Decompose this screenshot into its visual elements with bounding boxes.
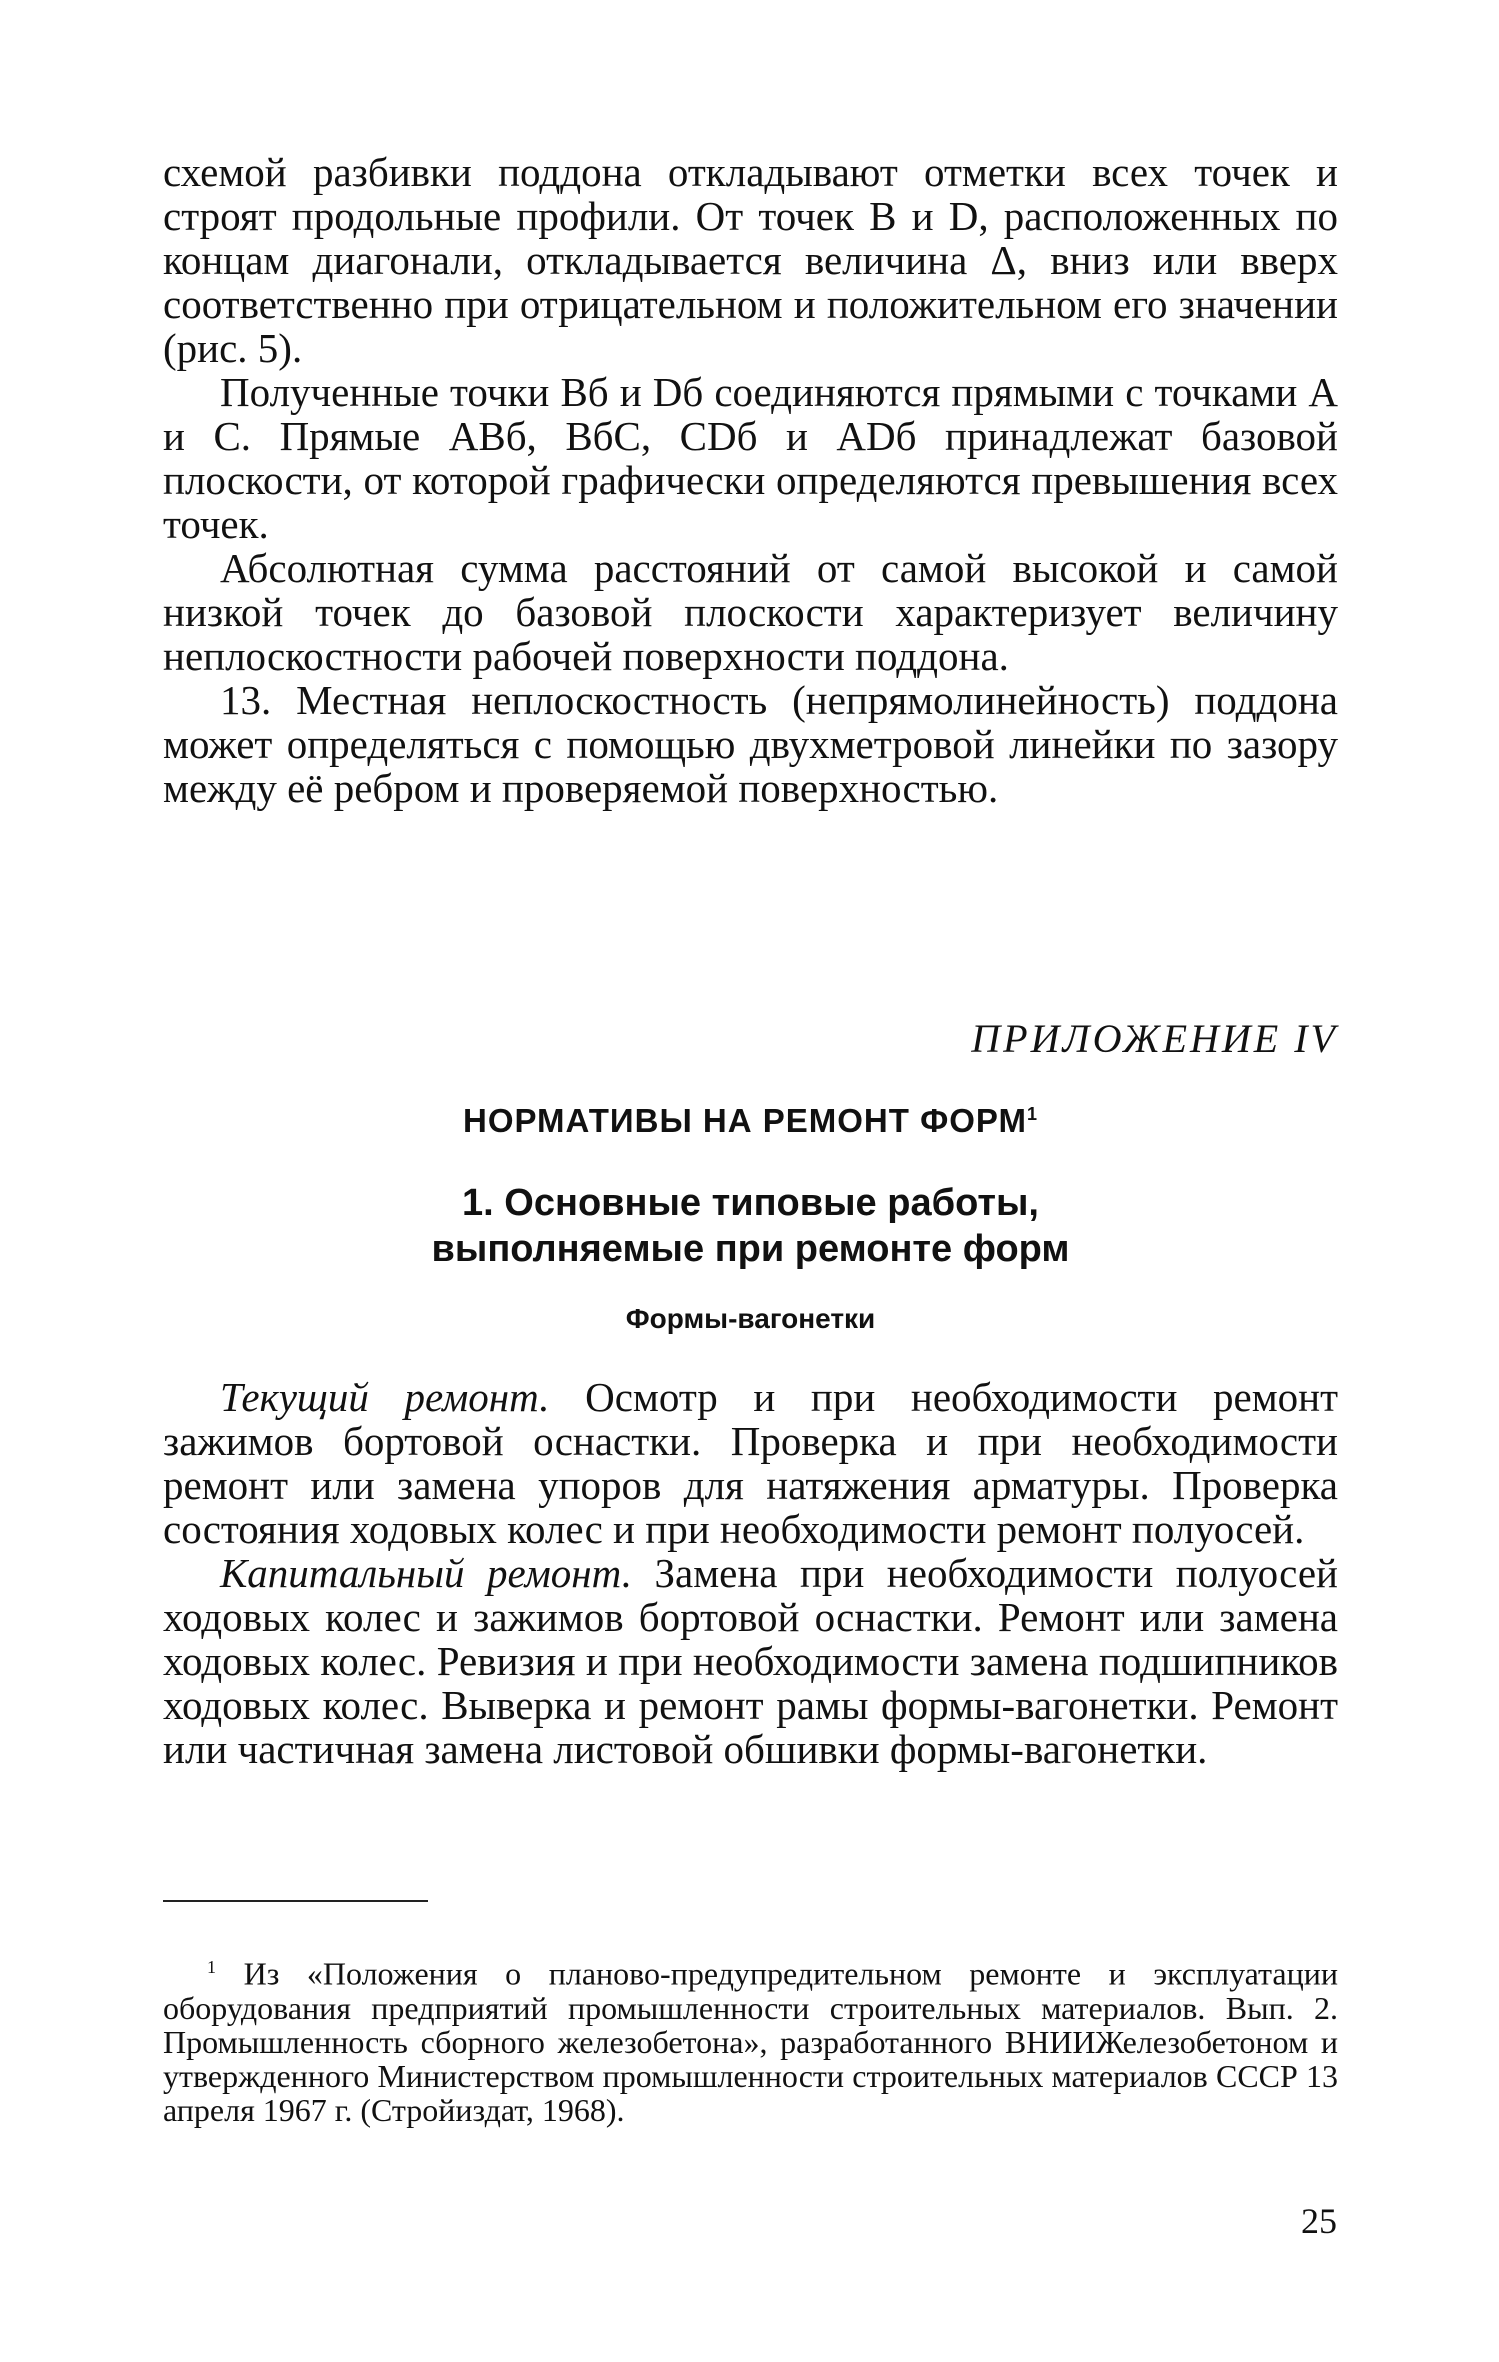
minor-heading: Формы-вагонетки bbox=[625, 1303, 876, 1334]
capital-repair-lead: Капитальный ремонт. bbox=[220, 1550, 632, 1596]
capital-repair-text: Замена при необходимости полуосей ходовых колес и зажимов бортовой оснастки. Ремонт или замена ходовых колес. Ревизия и при необходимости замена подшипников ходовых колес. Выверка и ремонт рамы формы-вагонетки. Ремонт или частичная замена листовой обшивки формы-вагонетки. bbox=[163, 1550, 1338, 1772]
current-repair-paragraph bbox=[163, 1375, 1338, 1551]
footnote-text: Из «Положения о планово-предупредительном ремонте и эксплуатации оборудования предприятий промышленности строительных материалов. Вып. 2. Промышленность сборного железобетона», разработанного ВНИИЖелезобетоном и утвержденного Министерством промышленности строительных материалов СССР 13 апреля 1967 г. (Стройиздат, 1968). bbox=[163, 1955, 1339, 2128]
subsection-heading-line1: 1. Основные типовые работы, bbox=[462, 1182, 1039, 1224]
paragraph-absolute-sum: Абсолютная сумма расстояний от самой высокой и самой низкой точек до базовой плоскости характеризует величину неплоскостности рабочей поверхности поддона. bbox=[163, 545, 1338, 679]
current-repair-text: Осмотр и при необходимости ремонт зажимов бортовой оснастки. Проверка и при необходимости ремонт или замена упоров для натяжения арматуры. Проверка состояния ходовых колес и при необходимости ремонт полуосей. bbox=[163, 1374, 1339, 1552]
footnote-reference: 1 bbox=[1027, 1104, 1039, 1124]
footnote-divider bbox=[163, 1900, 428, 1902]
footnote-mark: 1 bbox=[207, 1957, 216, 1977]
section-heading-text: НОРМАТИВЫ НА РЕМОНТ ФОРМ bbox=[462, 1102, 1027, 1139]
repair-text-block bbox=[163, 1375, 1338, 1771]
paragraph-base-points: Полученные точки Bб и Dб соединяются прямыми с точками A и C. Прямые ABб, BбC, CDб и ADб принадлежат базовой плоскости, от которой графически определяются превышения всех точек. bbox=[163, 369, 1338, 547]
capital-repair-paragraph bbox=[163, 1551, 1338, 1771]
appendix-label: ПРИЛОЖЕНИЕ IV bbox=[971, 1016, 1338, 1061]
page-number: 25 bbox=[1301, 2201, 1337, 2241]
subsection-heading-line2: выполняемые при ремонте форм bbox=[431, 1228, 1070, 1270]
top-text-block bbox=[163, 150, 1338, 810]
paragraph-continuation: схемой разбивки поддона откладывают отметки всех точек и строят продольные профили. От точек B и D, расположенных по концам диагонали, откладывается величина Δ, вниз или вверх соответственно при отрицательном и положительном его значении (рис. 5). bbox=[163, 149, 1338, 371]
paragraph-item-13: 13. Местная неплоскостность (непрямолинейность) поддона может определяться с помощью двухметровой линейки по зазору между её ребром и проверяемой поверхностью. bbox=[163, 677, 1338, 811]
section-heading bbox=[163, 1102, 1338, 1140]
subsection-heading bbox=[163, 1180, 1338, 1272]
footnote bbox=[163, 1950, 1338, 2127]
current-repair-lead: Текущий ремонт. bbox=[220, 1374, 550, 1420]
